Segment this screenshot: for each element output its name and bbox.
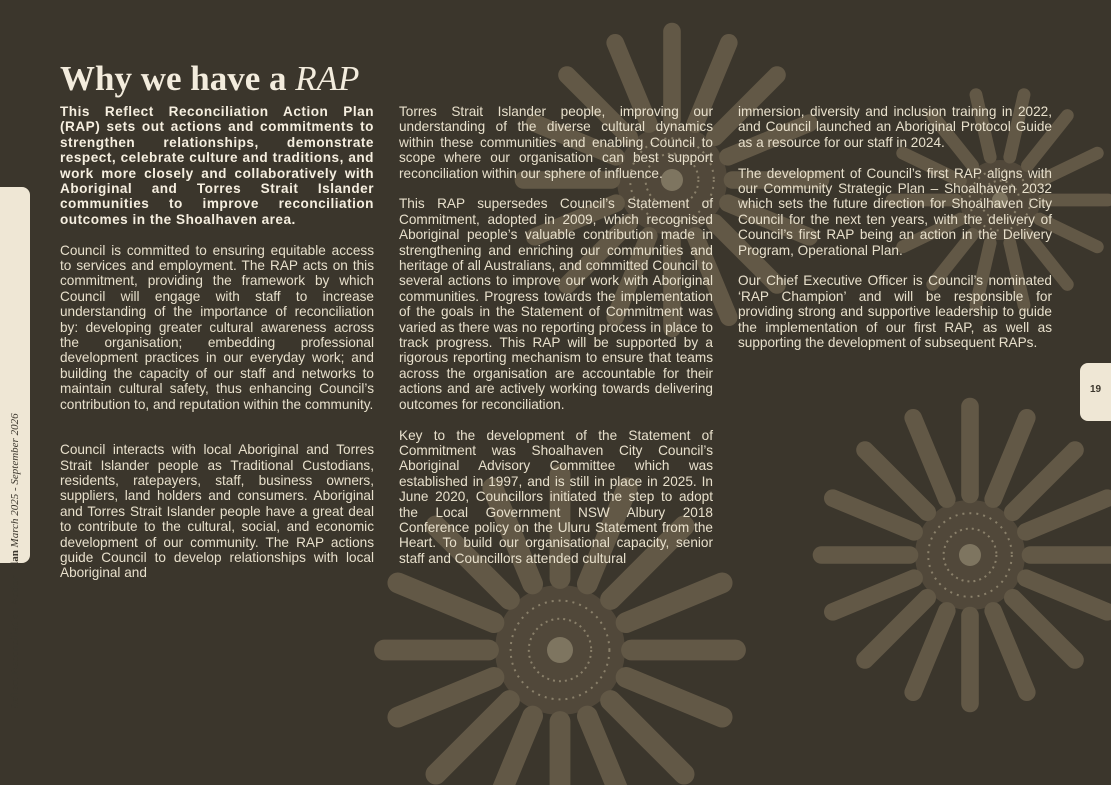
text-column-3 — [738, 104, 1052, 366]
page-title — [60, 58, 359, 100]
body-paragraph: Key to the development of the Statement of Commitment was Shoalhaven City Council’s Aboriginal Advisory Committee which was established in 1997, and is still in place in 2025. In June 2020, Councillors initiated the step to adopt the Local Government NSW Albury 2018 Conference policy on the Uluru Statement from the Heart. To build our organisational capacity, senior staff and Councillors attended cultural — [399, 427, 713, 566]
body-paragraph: immersion, diversity and inclusion training in 2022, and Council launched an Aboriginal Protocol Guide as a resource for our staff in 2024. — [738, 104, 1052, 150]
title-emphasis: RAP — [295, 59, 360, 98]
body-paragraph: This RAP supersedes Council’s Statement of Commitment, adopted in 2009, which recognised Aboriginal people’s valuable contribution made in strengthening and enriching our communities and heritage of all Australians, and committed Council to several actions to improve our work with Aboriginal communities. Progress towards the implementation of the goals in the Statement of Commitment was varied as there was no reporting process in place to track progress. This RAP will be supported by a rigorous reporting mechanism to ensure that teams across the organisation are accountable for their actions and are actively working towards delivering outcomes for reconciliation. — [399, 196, 713, 412]
date-range: March 2025 - September 2026 — [9, 413, 21, 548]
document-title: Reflect Reconciliation Action Plan — [9, 550, 21, 711]
body-paragraph: Council is committed to ensuring equitable access to services and employment. The RAP acts on this commitment, providing the framework by which Council will engage with staff to increase understanding of the importance of reconciliation by: developing greater cultural awareness across the organisation; embedding professional development practices in our everyday work; and building the capacity of our staff and networks to maintain cultural safety, thus enhancing Council’s contribution to, and reputation within the community. — [60, 242, 374, 412]
page-number-tab — [1080, 363, 1111, 421]
body-paragraph: The development of Council’s first RAP aligns with our Community Strategic Plan – Shoalhaven 2032 which sets the future direction for Shoalhaven City Council for the next ten years, with the delivery of Council’s first RAP being an action in the Delivery Program, Operational Plan. — [738, 165, 1052, 258]
text-column-2 — [399, 104, 713, 582]
intro-paragraph: This Reflect Reconciliation Action Plan (RAP) sets out actions and commitments to strengthen relationships, demonstrate respect, celebrate culture and traditions, and work more closely and collaboratively with Aboriginal and Torres Strait Islander communities to improve reconciliation outcomes in the Shoalhaven area. — [60, 104, 374, 227]
artwork-motif-right — [822, 407, 1111, 704]
document-title-vertical — [9, 413, 21, 710]
text-column-1 — [60, 104, 374, 596]
side-tab — [0, 187, 30, 711]
title-prefix: Why we have a — [60, 59, 296, 98]
body-paragraph: Torres Strait Islander people, improving our understanding of the diverse cultural dynamics within these communities and enabling Council to scope where our organisation can best support reconciliation within our sphere of influence. — [399, 104, 713, 181]
body-paragraph: Our Chief Executive Officer is Council’s nominated ‘RAP Champion’ and will be responsible for providing strong and supportive leadership to guide the implementation of our first RAP, as well as supporting the development of subsequent RAPs. — [738, 273, 1052, 351]
body-paragraph: Council interacts with local Aboriginal and Torres Strait Islander people as Traditional Custodians, residents, ratepayers, staff, business owners, suppliers, land holders and consumers. Aboriginal and Torres Strait Islander people have a great deal to contribute to the cultural, social, and economic development of our community. The RAP actions guide Council to develop relationships with local Aboriginal and — [60, 442, 374, 581]
page-number: 19 — [1089, 384, 1102, 395]
